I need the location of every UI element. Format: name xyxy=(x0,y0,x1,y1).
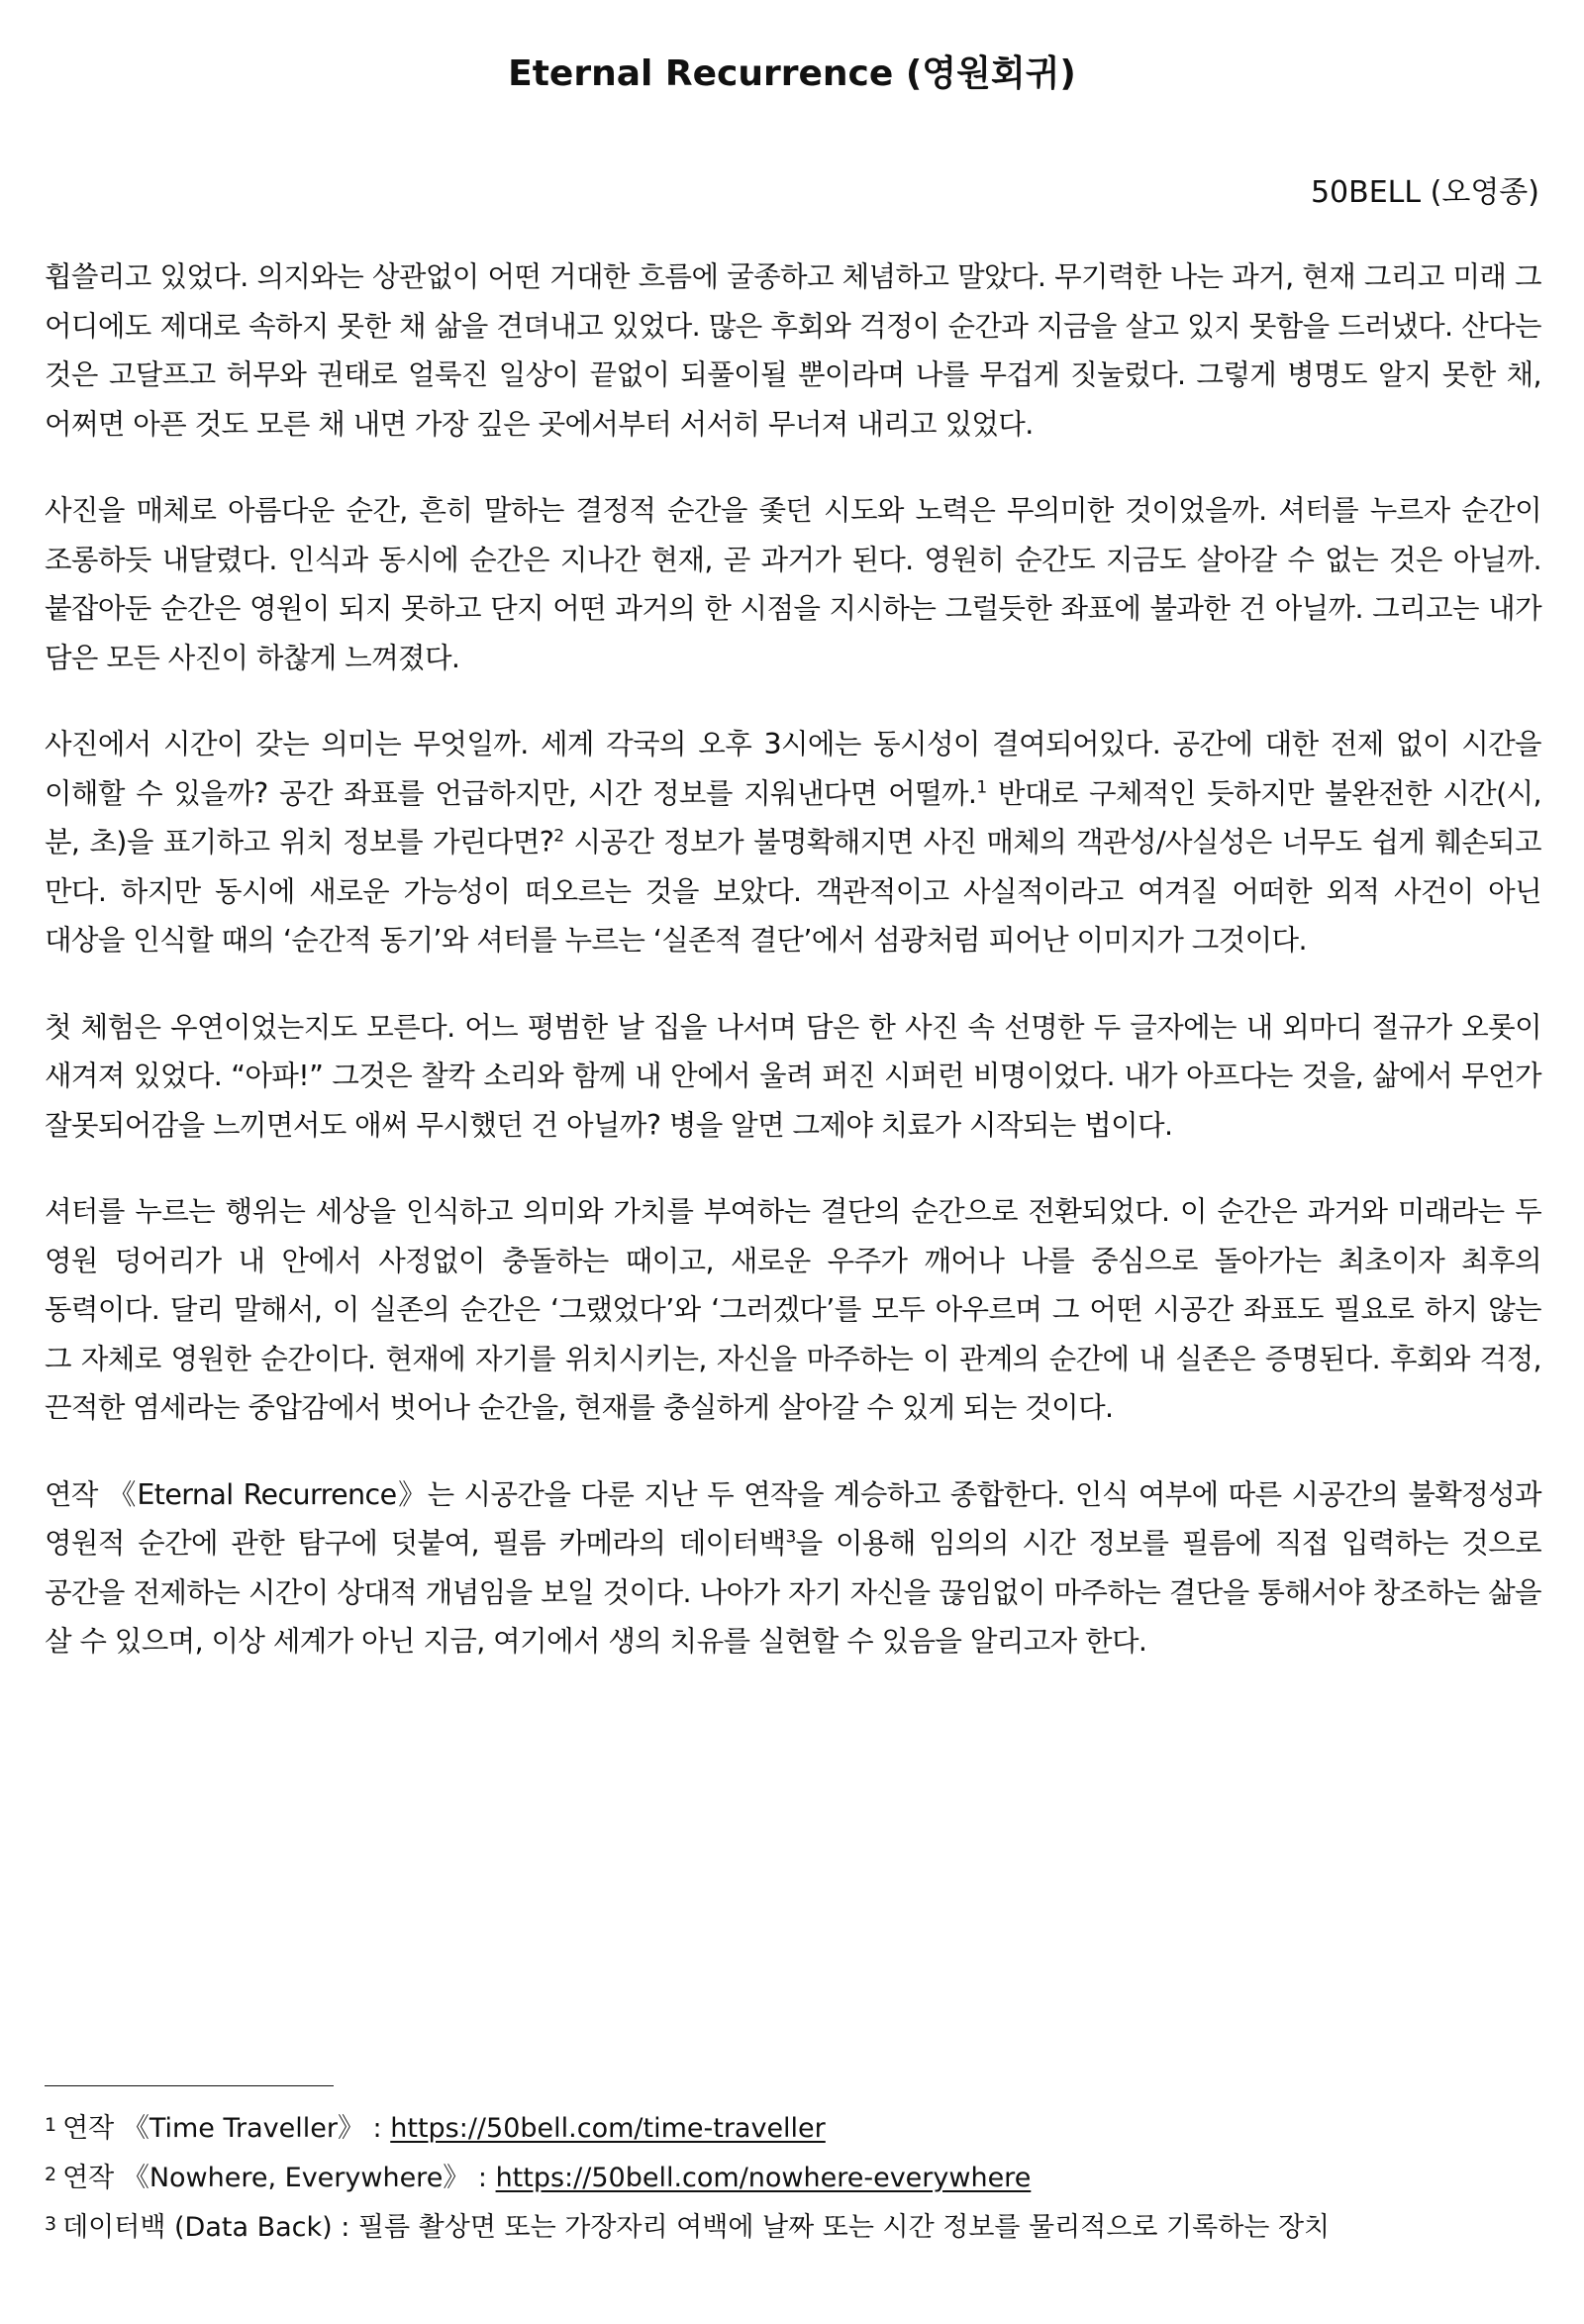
paragraph-3-part-2: 반대로 구체적인 듯하지만 불완전한 시간(시, 분, 초)을 표기하고 위치 정보를 가린다면? xyxy=(45,776,1541,859)
author-line: 50BELL (오영종) xyxy=(1310,175,1539,210)
document-title: Eternal Recurrence (영원회귀) xyxy=(508,53,1076,94)
paragraph-6 xyxy=(45,1470,1541,1667)
footnote-label: 연작 《Nowhere, Everywhere》 : xyxy=(62,2163,496,2193)
paragraph-4: 첫 체험은 우연이었는지도 모른다. 어느 평범한 날 집을 나서며 담은 한 사진 속 선명한 두 글자에는 내 외마디 절규가 오롯이 새겨져 있었다. “아파!” 그것은 찰칵 소리와 함께 내 안에서 울려 퍼진 시퍼런 비명이었다. 내가 아프다는 것을, 삶에서 무언가 잘못되어감을 느끼면서도 애써 무시했던 건 아닐까? 병을 알면 그제야 치료가 시작되는 법이다. xyxy=(45,1010,1541,1142)
paragraph-6-part-2: 을 이용해 임의의 시간 정보를 필름에 직접 입력하는 것으로 공간을 전제하는 시간이 상대적 개념임을 보일 것이다. 나아가 자기 자신을 끊임없이 마주하는 결단을 통해서야 창조하는 삶을 살 수 있으며, 이상 세계가 아닌 지금, 여기에서 생의 치유를 실현할 수 있음을 알리고자 한다. xyxy=(45,1527,1541,1658)
footnote-2 xyxy=(45,2155,1541,2204)
paragraph-5: 셔터를 누르는 행위는 세상을 인식하고 의미와 가치를 부여하는 결단의 순간으로 전환되었다. 이 순간은 과거와 미래라는 두 영원 덩어리가 내 안에서 사정없이 충돌하는 때이고, 새로운 우주가 깨어나 나를 중심으로 돌아가는 최초이자 최후의 동력이다. 달리 말해서, 이 실존의 순간은 ‘그랬었다’와 ‘그러겠다’를 모두 아우르며 그 어떤 시공간 좌표도 필요로 하지 않는 그 자체로 영원한 순간이다. 현재에 자기를 위치시키는, 자신을 마주하는 이 관계의 순간에 내 실존은 증명된다. 후회와 걱정, 끈적한 염세라는 중압감에서 벗어나 순간을, 현재를 충실하게 살아갈 수 있게 되는 것이다. xyxy=(45,1195,1541,1424)
footnote-ref-1[interactable]: 1 xyxy=(976,777,987,797)
footnote-number: 1 xyxy=(45,2114,57,2136)
paragraph-3 xyxy=(45,720,1541,965)
footnotes xyxy=(45,2105,1541,2254)
paragraph-6-part-1: 연작 《Eternal Recurrence》는 시공간을 다룬 지난 두 연작을 계승하고 종합한다. 인식 여부에 따른 시공간의 불확정성과 영원적 순간에 관한 탐구에 덧붙여, 필름 카메라의 데이터백 xyxy=(45,1477,1541,1560)
essay-body xyxy=(45,253,1541,1704)
footnote-label: 데이터백 (Data Back) : 필름 촬상면 또는 가장자리 여백에 날짜 또는 시간 정보를 물리적으로 기록하는 장치 xyxy=(62,2212,1331,2243)
footnote-1 xyxy=(45,2105,1541,2155)
footnote-label: 연작 《Time Traveller》 : xyxy=(62,2113,391,2144)
paragraph-3-part-1: 사진에서 시간이 갖는 의미는 무엇일까. 세계 각국의 오후 3시에는 동시성이 결여되어있다. 공간에 대한 전제 없이 시간을 이해할 수 있을까? 공간 좌표를 언급하지만, 시간 정보를 지워낸다면 어떨까. xyxy=(45,728,1541,810)
footnote-number: 2 xyxy=(45,2164,57,2185)
paragraph-2: 사진을 매체로 아름다운 순간, 흔히 말하는 결정적 순간을 좇던 시도와 노력은 무의미한 것이었을까. 셔터를 누르자 순간이 조롱하듯 내달렸다. 인식과 동시에 순간은 지나간 현재, 곧 과거가 된다. 영원히 순간도 지금도 살아갈 수 없는 것은 아닐까. 붙잡아둔 순간은 영원이 되지 못하고 단지 어떤 과거의 한 시점을 지시하는 그럴듯한 좌표에 불과한 건 아닐까. 그리고는 내가 담은 모든 사진이 하찮게 느껴졌다. xyxy=(45,494,1541,674)
footnote-link-time-traveller[interactable]: https://50bell.com/time-traveller xyxy=(390,2113,826,2144)
footnote-link-nowhere-everywhere[interactable]: https://50bell.com/nowhere-everywhere xyxy=(495,2163,1032,2193)
footnote-number: 3 xyxy=(45,2213,57,2235)
footnote-ref-2[interactable]: 2 xyxy=(553,826,564,847)
paragraph-1: 휩쓸리고 있었다. 의지와는 상관없이 어떤 거대한 흐름에 굴종하고 체념하고 말았다. 무기력한 나는 과거, 현재 그리고 미래 그 어디에도 제대로 속하지 못한 채 삶을 견뎌내고 있었다. 많은 후회와 걱정이 순간과 지금을 살고 있지 못함을 드러냈다. 산다는 것은 고달프고 허무와 권태로 얼룩진 일상이 끝없이 되풀이될 뿐이라며 나를 무겁게 짓눌렀다. 그렇게 병명도 알지 못한 채, 어쩌면 아픈 것도 모른 채 내면 가장 깊은 곳에서부터 서서히 무너져 내리고 있었다. xyxy=(45,260,1541,441)
footnote-divider xyxy=(45,2085,334,2086)
paragraph-3-part-3: 시공간 정보가 불명확해지면 사진 매체의 객관성/사실성은 너무도 쉽게 훼손되고 만다. 하지만 동시에 새로운 가능성이 떠오르는 것을 보았다. 객관적이고 사실적이라고 여겨질 어떠한 외적 사건이 아닌 대상을 인식할 때의 ‘순간적 동기’와 셔터를 누르는 ‘실존적 결단’에서 섬광처럼 피어난 이미지가 그것이다. xyxy=(45,826,1541,957)
footnote-3 xyxy=(45,2204,1541,2254)
footnote-ref-3[interactable]: 3 xyxy=(785,1527,796,1548)
